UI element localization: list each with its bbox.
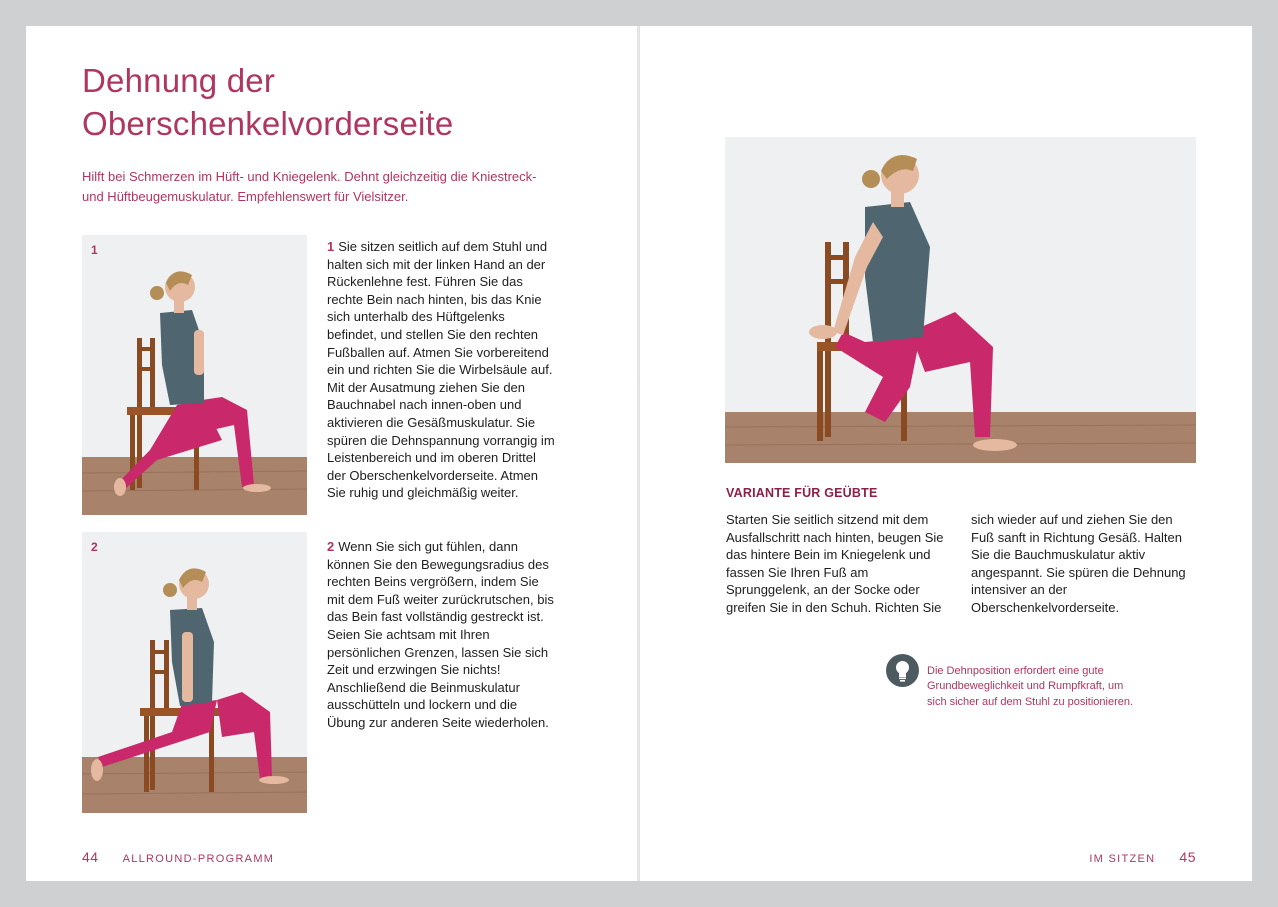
variant-text-column-1: Starten Sie seitlich sitzend mit dem Ausfallschritt nach hinten, beugen Sie das hintere Bein im Kniegelenk und fassen Sie Ihren Fuß am Sprunggelenk, an der Socke oder greifen Sie in den Schuh. Richten Sie [726, 512, 944, 615]
variant-text-column-2: sich wieder auf und ziehen Sie den Fuß sanft in Richtung Gesäß. Halten Sie die Bauchmuskulatur aktiv angespannt. Sie spüren die Dehnung intensiver an der Oberschenkelvorderseite. [971, 512, 1186, 615]
step-1-body: Sie sitzen seitlich auf dem Stuhl und halten sich mit der linken Hand an der Rückenlehne fest. Führen Sie das rechte Bein nach hinten, bis das Knie sich unterhalb des Hüftgelenks befindet, und stellen Sie den rechten Fußballen auf. Atmen Sie vorbereitend ein und richten Sie die Wirbelsäule auf. Mit der Ausatmung ziehen Sie den Bauchnabel nach innen-oben und aktivieren die Gesäßmuskulatur. Sie spüren die Dehnspannung vorrangig im Leistenbereich und im oberen Drittel der Oberschenkelvorderseite. Atmen Sie ruhig und gleichmäßig weiter. [327, 239, 555, 501]
exercise-photo-1 [82, 235, 307, 515]
left-folio [82, 849, 274, 865]
lightbulb-icon [886, 654, 919, 687]
title-line-1: Dehnung der [82, 62, 276, 99]
left-page [26, 26, 637, 881]
variant-photo [725, 137, 1196, 463]
right-folio [1089, 849, 1196, 865]
step-2-text [327, 538, 557, 732]
section-label-left: ALLROUND-PROGRAMM [122, 853, 275, 865]
page-number-right: 45 [1179, 849, 1196, 865]
intro-text: Hilft bei Schmerzen im Hüft- und Kniegelenk. Dehnt gleichzeitig die Kniestreck- und Hüftbeugemuskulatur. Empfehlenswert für Vielsitzer. [82, 169, 537, 204]
title-line-2: Oberschenkelvorderseite [82, 105, 454, 142]
step-1-number: 1 [327, 239, 335, 254]
tip-text: Die Dehnposition erfordert eine gute Grundbeweglichkeit und Rumpfkraft, um sich sicher auf dem Stuhl zu positionieren. [927, 665, 1134, 708]
step-1-text [327, 238, 557, 502]
step-2-body: Wenn Sie sich gut fühlen, dann können Sie den Bewegungsradius des rechten Beins vergrößern, indem Sie mit dem Fuß weiter zurückrutschen, bis das Bein fast vollständig gestreckt ist. Seien Sie achtsam mit Ihren persönlichen Grenzen, lassen Sie sich Zeit und erzwingen Sie nichts! Anschließend die Beinmuskulatur ausschütteln und lockern und die Übung zur anderen Seite wiederholen. [327, 539, 554, 730]
step-2-number: 2 [327, 539, 335, 554]
variant-heading: VARIANTE FÜR GEÜBTE [726, 486, 878, 500]
photo-number-1: 1 [91, 243, 98, 257]
section-label-right: IM SITZEN [1089, 853, 1156, 865]
page-number-left: 44 [82, 849, 99, 865]
exercise-photo-2 [82, 532, 307, 813]
right-page [640, 26, 1252, 881]
photo-number-2: 2 [91, 540, 98, 554]
page-title [82, 59, 453, 145]
